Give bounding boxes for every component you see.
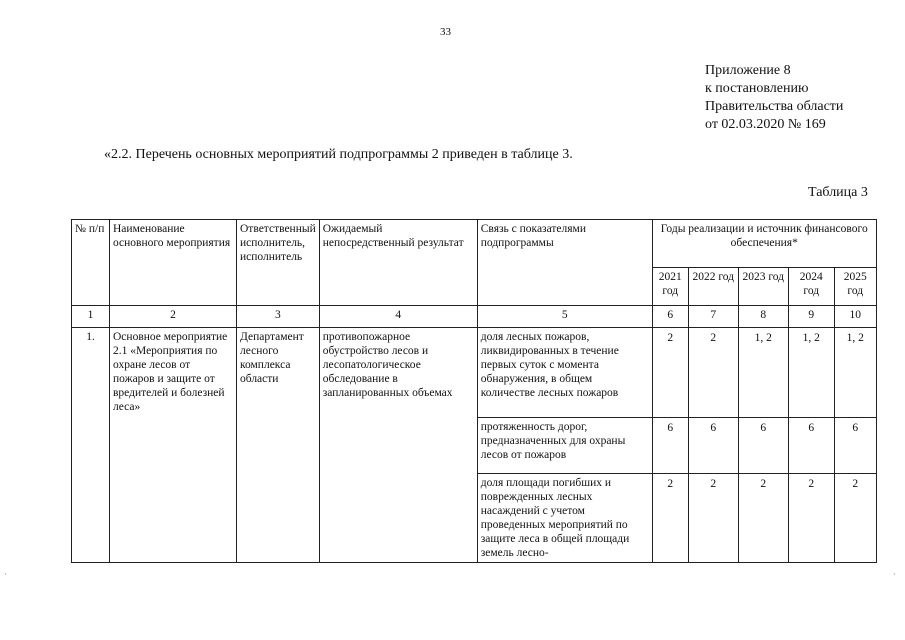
year-2025: 2025 год [834,268,876,306]
scan-mark: · [4,570,7,579]
header-result: Ожидаемый непосредственный результат [319,220,477,306]
intro-text: «2.2. Перечень основных мероприятий подпрограммы 2 приведен в таблице 3. [104,147,573,162]
indicator-value: 2 [834,474,876,563]
indicator-value: 1, 2 [834,328,876,418]
row-num: 1. [72,328,110,563]
year-2024: 2024 год [788,268,834,306]
indicator-value: 1, 2 [738,328,788,418]
indicator-text: доля площади погибших и поврежденных лесных насаждений с учетом проведенных мероприятий по защите леса в общей площади земель лесно- [477,474,652,563]
indicator-value: 1, 2 [788,328,834,418]
year-2023: 2023 год [738,268,788,306]
header-responsible: Ответственный исполнитель, исполнитель [237,220,320,306]
col-number: 5 [477,306,652,328]
table-caption: Таблица 3 [808,185,868,200]
appendix-line-3: Правительства области [705,99,844,114]
row-name: Основное мероприятие 2.1 «Мероприятия по охране лесов от пожаров и защите от вредителей и болезней леса» [110,328,237,563]
scan-mark: · [893,570,896,579]
indicator-value: 6 [834,418,876,474]
appendix-line-2: к постановлению [705,81,809,96]
header-link: Связь с показателями подпрограммы [477,220,652,306]
indicator-value: 6 [738,418,788,474]
col-number: 6 [652,306,688,328]
row-responsible: Департамент лесного комплекса области [237,328,320,563]
indicator-text: протяженность дорог, предназначенных для охраны лесов от пожаров [477,418,652,474]
indicator-value: 2 [688,474,738,563]
appendix-line-4: от 02.03.2020 № 169 [705,117,826,132]
indicator-value: 2 [738,474,788,563]
indicator-value: 6 [788,418,834,474]
header-num: № п/п [72,220,110,306]
col-number: 10 [834,306,876,328]
header-name: Наименование основного мероприятия [110,220,237,306]
col-number: 1 [72,306,110,328]
indicator-value: 6 [688,418,738,474]
indicator-value: 2 [788,474,834,563]
col-number: 8 [738,306,788,328]
col-number: 2 [110,306,237,328]
indicator-value: 2 [652,328,688,418]
indicator-text: доля лесных пожаров, ликвидированных в течение первых суток с момента обнаружения, в общем количестве лесных пожаров [477,328,652,418]
indicator-value: 6 [652,418,688,474]
col-number: 7 [688,306,738,328]
indicator-value: 2 [652,474,688,563]
indicator-value: 2 [688,328,738,418]
appendix-line-1: Приложение 8 [705,63,791,78]
year-2021: 2021 год [652,268,688,306]
page-number: 33 [440,26,451,38]
col-number: 9 [788,306,834,328]
col-number: 3 [237,306,320,328]
measures-table [71,219,877,563]
row-result: противопожарное обустройство лесов и лесопатологическое обследование в запланированных объемах [319,328,477,563]
appendix-block [705,62,843,134]
col-number: 4 [319,306,477,328]
year-2022: 2022 год [688,268,738,306]
header-years: Годы реализации и источник финансового обеспечения* [652,220,876,268]
